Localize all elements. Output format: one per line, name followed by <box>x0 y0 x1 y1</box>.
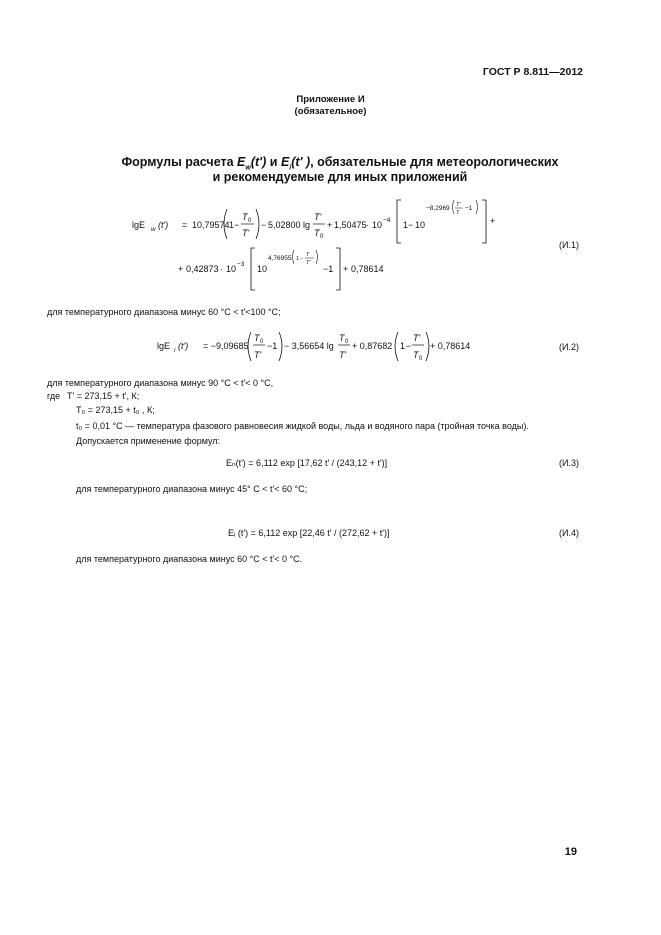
f1-exp4: −3 <box>237 261 245 268</box>
page-number: 19 <box>564 846 577 858</box>
heading-ew: E <box>237 155 246 169</box>
range-2: для температурного диапазона минус 90 °С < t'< 0 °С, <box>47 378 274 388</box>
f1-T0-a: T <box>242 212 248 222</box>
f2-lhs: lgE <box>157 341 171 351</box>
f2-Tp-b: T' <box>339 350 347 360</box>
f1-lhs: lgE <box>132 220 146 230</box>
f1-ten-d: 10 <box>257 264 268 274</box>
f2-T0-b: T <box>339 333 345 343</box>
f2-rhs-c: + 0,87682 <box>352 341 393 351</box>
f1-ten-b: 10 <box>415 220 426 230</box>
appendix-title: Приложение И <box>296 94 365 105</box>
f1-ten-a: 10 <box>372 220 383 230</box>
formula-3-number: (И.3) <box>559 458 579 468</box>
f2-T0-b-sub: 0 <box>345 339 349 345</box>
f1-plus-b: + <box>178 264 184 274</box>
f1-plus-a: + <box>327 220 333 230</box>
heading-and: и <box>266 155 281 169</box>
allowed-note: Допускается применение формул: <box>76 436 221 446</box>
formula-4-number: (И.4) <box>559 528 579 538</box>
f2-Tp-c: T' <box>413 333 421 343</box>
f2-T0-c: T <box>413 350 419 360</box>
f1-plus-c: + <box>343 264 349 274</box>
f1-minus-b: − <box>261 220 267 230</box>
f1-trail-plus: + <box>490 216 496 226</box>
heading-ei-arg: (t' ) <box>291 155 311 169</box>
f2-rhs-a: = −9,09685 <box>203 341 249 351</box>
f1-ten-c: 10 <box>226 264 237 274</box>
f1-eq: = <box>182 220 188 230</box>
f1-minus-a: − <box>234 220 240 230</box>
f1-exp-Tp: T' <box>456 202 461 208</box>
heading-ei: E <box>280 155 290 169</box>
formula-3: Eₙ(t') = 6,112 exp [17,62 t' / (243,12 + t')] <box>226 458 388 468</box>
where-T0-def: T₀ = 273,15 + t₀ , К; <box>76 405 155 415</box>
standard-header: ГОСТ Р 8.811—2012 <box>482 66 583 78</box>
f2-T0-a-sub: 0 <box>260 339 264 345</box>
f2-T0-c-sub: 0 <box>419 356 423 362</box>
formula-1 <box>120 196 540 296</box>
f2-minus-one: −1 <box>267 341 278 351</box>
f1-c2: 5,02800 <box>268 220 301 230</box>
f1-exp3: −4 <box>383 217 391 224</box>
f2-lhs-arg: (t') <box>178 341 189 351</box>
f1-c4: 0,42873 <box>186 264 219 274</box>
section-heading-line2: и рекомендуемые для иных приложений <box>212 170 468 184</box>
f2-lhs-sub: i <box>174 347 176 354</box>
f1-Tp-b: T' <box>314 212 322 222</box>
formula-4: Eᵢ (t') = 6,112 exp [22,46 t' / (272,62 + t')] <box>228 528 390 538</box>
f1-lhs-sub: w <box>151 226 156 233</box>
range-4: для температурного диапазона минус 60 °С < t'< 0 °С. <box>76 554 303 564</box>
range-1: для температурного диапазона минус 60 °С < t'<100 °С; <box>47 307 281 317</box>
f1-exp-minus-one: −1 <box>465 205 473 212</box>
f1-exp2-one: 1 <box>296 256 300 262</box>
f1-c5: 0,78614 <box>351 264 384 274</box>
f1-Tp-a: T' <box>242 228 250 238</box>
f1-dot-b: · <box>220 264 223 274</box>
f1-exp2-T0: T <box>306 252 310 258</box>
f1-T0-b: T <box>314 228 320 238</box>
formula-2-number: (И.2) <box>559 342 579 352</box>
f1-lg: lg <box>303 220 311 230</box>
f1-minus-c: − <box>408 220 414 230</box>
f1-minus-one: −1 <box>323 264 334 274</box>
where-t0-def: t₀ = 0,01 °С — температура фазового равновесия жидкой воды, льда и водяного пара (тройная точка воды). <box>76 421 529 431</box>
f1-T0-b-sub: 0 <box>320 234 324 240</box>
f2-Tp-a: T' <box>254 350 262 360</box>
f2-rhs-b: − 3,56654 lg <box>284 341 334 351</box>
f1-one-a: 1 <box>229 220 235 230</box>
formula-2 <box>150 328 490 368</box>
f1-exp-T0: T <box>456 210 460 216</box>
range-3: для температурного диапазона минус 45° С < t'< 60 °С; <box>76 484 308 494</box>
f1-exp2-Tp: T' <box>306 260 311 266</box>
f1-lhs-arg: (t') <box>158 220 169 230</box>
f1-exp2-minus: − <box>300 256 304 262</box>
formula-1-number: (И.1) <box>559 240 579 250</box>
heading-text-2: , обязательные для метеорологических <box>310 155 559 169</box>
f1-exp-coef: −8,2969 <box>426 205 450 212</box>
heading-ei-sub: i <box>289 164 292 172</box>
where-T-def: T' = 273,15 + t', К; <box>67 391 140 401</box>
f2-one: 1 <box>400 341 406 351</box>
heading-ew-sub: w <box>245 164 251 172</box>
heading-text-1: Формулы расчета <box>121 155 238 169</box>
f2-minus: − <box>406 341 412 351</box>
f1-c1: 10,79574 <box>192 220 230 230</box>
f2-rhs-d: + 0,78614 <box>430 341 471 351</box>
f1-T0-a-sub: 0 <box>248 218 252 224</box>
f2-T0-a: T <box>254 333 260 343</box>
f1-exp-coef2: 4,76955 <box>268 255 292 262</box>
f1-c3: 1,50475 <box>334 220 367 230</box>
f1-one-b: 1 <box>403 220 409 230</box>
f1-dot-a: · <box>366 220 369 230</box>
appendix-status: (обязательное) <box>294 106 367 117</box>
heading-ew-arg: (t') <box>250 155 267 169</box>
where-label: где <box>47 391 61 401</box>
